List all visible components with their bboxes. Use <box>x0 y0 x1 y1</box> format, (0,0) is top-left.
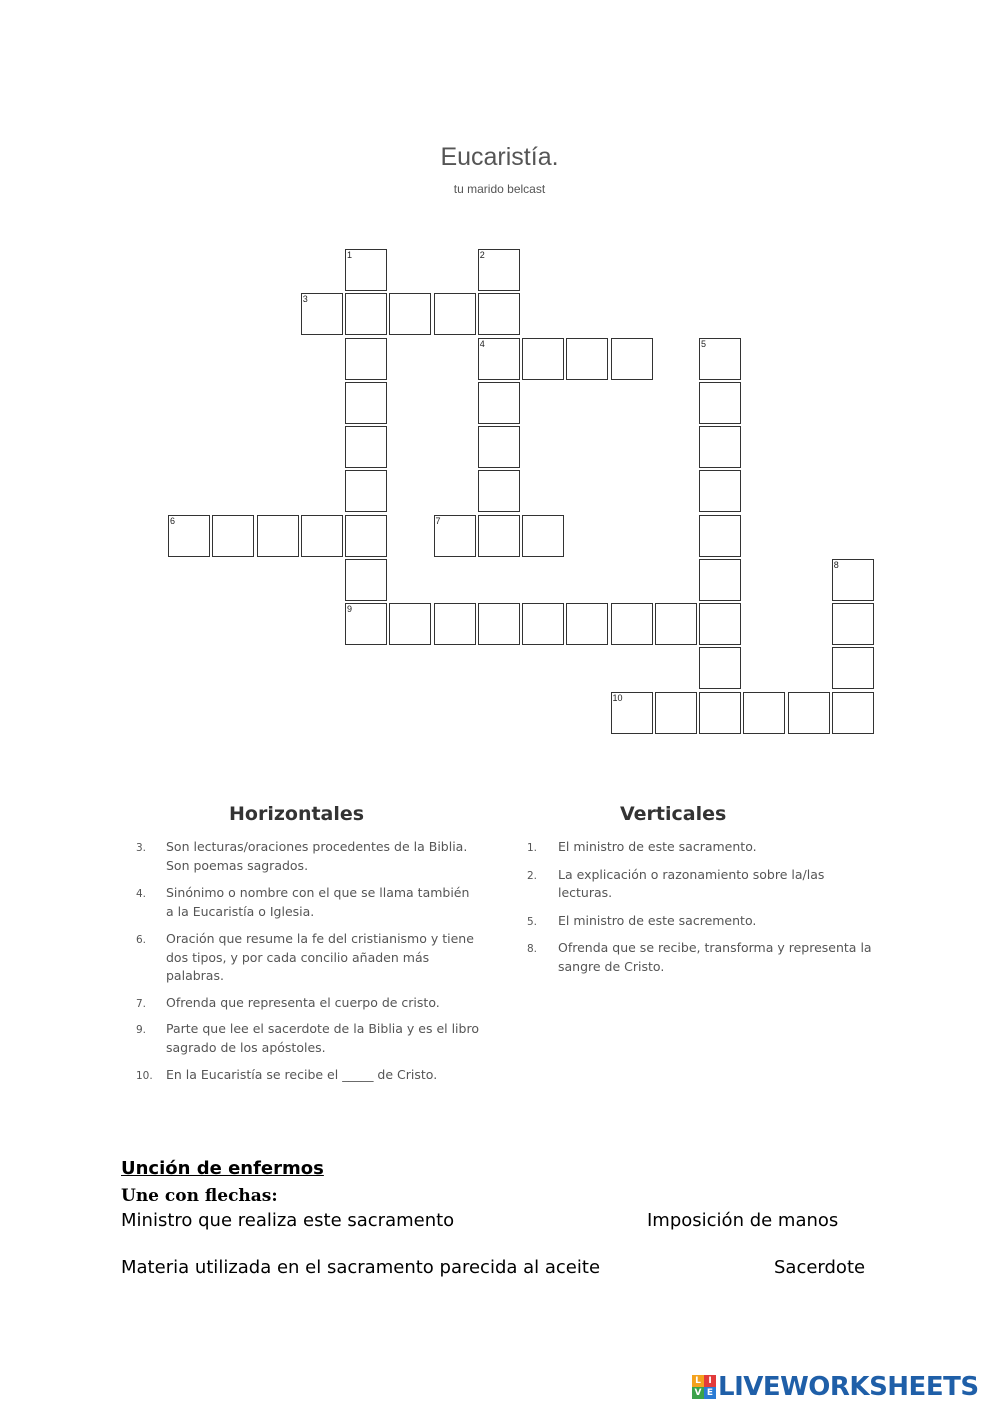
crossword-cell[interactable] <box>655 692 697 734</box>
crossword-cell[interactable] <box>478 338 520 380</box>
crossword-cell[interactable] <box>655 603 697 645</box>
clue-text: Parte que lee el sacerdote de la Biblia y es el libro sagrado de los apóstoles. <box>166 1021 479 1055</box>
crossword-cell[interactable] <box>566 603 608 645</box>
clue-item <box>136 1066 481 1085</box>
cell-number: 2 <box>479 250 485 260</box>
crossword-cell[interactable] <box>345 515 387 557</box>
crossword-cell[interactable] <box>168 515 210 557</box>
clue-text: La explicación o razonamiento sobre la/las lecturas. <box>558 866 825 900</box>
crossword-cell[interactable] <box>611 603 653 645</box>
cell-number: 6 <box>170 515 176 526</box>
crossword-cell[interactable] <box>522 603 564 645</box>
logo-letter: L <box>692 1375 704 1387</box>
cell-number: 9 <box>347 604 353 614</box>
clue-number: 1. <box>527 842 538 854</box>
clue-item <box>527 939 877 976</box>
crossword-cell[interactable] <box>699 338 741 380</box>
logo-letter: E <box>704 1387 716 1399</box>
crossword-cell[interactable] <box>611 338 653 380</box>
clue-text: En la Eucaristía se recibe el _____ de Cristo. <box>166 1067 438 1082</box>
horizontal-clues-title: Horizontales <box>229 803 365 825</box>
crossword-cell[interactable] <box>743 692 785 734</box>
crossword-cell[interactable] <box>699 382 741 424</box>
clue-item <box>136 838 481 875</box>
crossword-cell[interactable] <box>478 515 520 557</box>
crossword-cell[interactable] <box>345 249 387 291</box>
vertical-clue-list <box>527 838 877 976</box>
crossword-cell[interactable] <box>434 515 476 557</box>
crossword-cell[interactable] <box>478 426 520 468</box>
horizontal-clue-list <box>136 838 481 1085</box>
crossword-cell[interactable] <box>699 426 741 468</box>
clue-number: 9. <box>136 1024 147 1036</box>
crossword-cell[interactable] <box>699 692 741 734</box>
crossword-cell[interactable] <box>389 603 431 645</box>
crossword-cell[interactable] <box>478 470 520 512</box>
clue-item <box>136 994 481 1013</box>
crossword-cell[interactable] <box>434 293 476 335</box>
cell-number: 8 <box>833 559 839 570</box>
crossword-cell[interactable] <box>345 426 387 468</box>
clue-text: Oración que resume la fe del cristianismo y tiene dos tipos, y por cada concilio añaden más palabras. <box>166 931 474 983</box>
clue-number: 6. <box>136 934 147 946</box>
crossword-cell[interactable] <box>699 647 741 689</box>
logo-letter: V <box>692 1387 704 1399</box>
clue-number: 3. <box>136 842 147 854</box>
crossword-cell[interactable] <box>345 382 387 424</box>
page-subtitle: tu marido belcast <box>453 182 546 196</box>
clue-number: 8. <box>527 943 538 955</box>
crossword-cell[interactable] <box>832 559 874 601</box>
crossword-cell[interactable] <box>699 515 741 557</box>
crossword-cell[interactable] <box>389 293 431 335</box>
page-title: Eucaristía. <box>440 143 559 171</box>
crossword-cell[interactable] <box>212 515 254 557</box>
clue-number: 4. <box>136 888 147 900</box>
clue-text: El ministro de este sacramento. <box>558 839 757 854</box>
crossword-cell[interactable] <box>478 382 520 424</box>
crossword-cell[interactable] <box>699 603 741 645</box>
union-section-title: Unción de enfermos <box>121 1158 324 1179</box>
logo-letter: I <box>704 1375 716 1387</box>
crossword-cell[interactable] <box>345 603 387 645</box>
crossword-cell[interactable] <box>301 515 343 557</box>
vertical-clues-title: Verticales <box>620 803 727 825</box>
crossword-cell[interactable] <box>301 293 343 335</box>
cell-number: 7 <box>435 515 441 526</box>
crossword-cell[interactable] <box>345 470 387 512</box>
crossword-cell[interactable] <box>478 603 520 645</box>
clue-number: 7. <box>136 997 147 1010</box>
clue-text: Ofrenda que representa el cuerpo de cristo. <box>166 994 440 1010</box>
cell-number: 10 <box>612 692 623 703</box>
clue-item <box>527 912 877 931</box>
crossword-cell[interactable] <box>832 603 874 645</box>
crossword-cell[interactable] <box>699 559 741 601</box>
match-left-2[interactable]: Materia utilizada en el sacramento parecida al aceite <box>121 1257 601 1278</box>
crossword-cell[interactable] <box>832 692 874 734</box>
crossword-cell[interactable] <box>832 647 874 689</box>
clue-item <box>136 930 481 986</box>
crossword-cell[interactable] <box>522 338 564 380</box>
crossword-cell[interactable] <box>478 293 520 335</box>
crossword-cell[interactable] <box>345 293 387 335</box>
match-left-1[interactable]: Ministro que realiza este sacramento <box>121 1210 455 1231</box>
crossword-cell[interactable] <box>434 603 476 645</box>
crossword-cell[interactable] <box>699 470 741 512</box>
crossword-cell[interactable] <box>788 692 830 734</box>
clue-number: 10. <box>136 1070 153 1082</box>
crossword-cell[interactable] <box>257 515 299 557</box>
clue-text: Ofrenda que se recibe, transforma y representa la sangre de Cristo. <box>558 940 872 974</box>
match-right-2[interactable]: Sacerdote <box>774 1257 866 1278</box>
crossword-cell[interactable] <box>345 559 387 601</box>
clue-text: Son lecturas/oraciones procedentes de la Biblia. Son poemas sagrados. <box>166 839 468 873</box>
clue-number: 2. <box>527 869 538 882</box>
clue-item <box>527 838 877 857</box>
cell-number: 5 <box>701 338 707 349</box>
crossword-cell[interactable] <box>345 338 387 380</box>
match-right-1[interactable]: Imposición de manos <box>647 1210 839 1231</box>
logo-icon <box>692 1375 716 1399</box>
crossword-cell[interactable] <box>522 515 564 557</box>
clue-item <box>136 1020 481 1057</box>
clue-text: El ministro de este sacremento. <box>558 912 757 928</box>
logo-text: LIVEWORKSHEETS <box>718 1372 979 1402</box>
clue-text: Sinónimo o nombre con el que se llama también a la Eucaristía o Iglesia. <box>166 885 470 919</box>
clue-item <box>136 884 481 921</box>
crossword-cell[interactable] <box>478 249 520 291</box>
clue-item <box>527 866 877 903</box>
liveworksheets-logo <box>692 1372 979 1402</box>
crossword-cell[interactable] <box>611 692 653 734</box>
cell-number: 1 <box>347 250 353 260</box>
cell-number: 3 <box>302 294 308 305</box>
crossword-cell[interactable] <box>566 338 608 380</box>
union-instruction: Une con flechas: <box>121 1186 278 1206</box>
clue-number: 5. <box>527 915 538 928</box>
cell-number: 4 <box>479 338 485 349</box>
